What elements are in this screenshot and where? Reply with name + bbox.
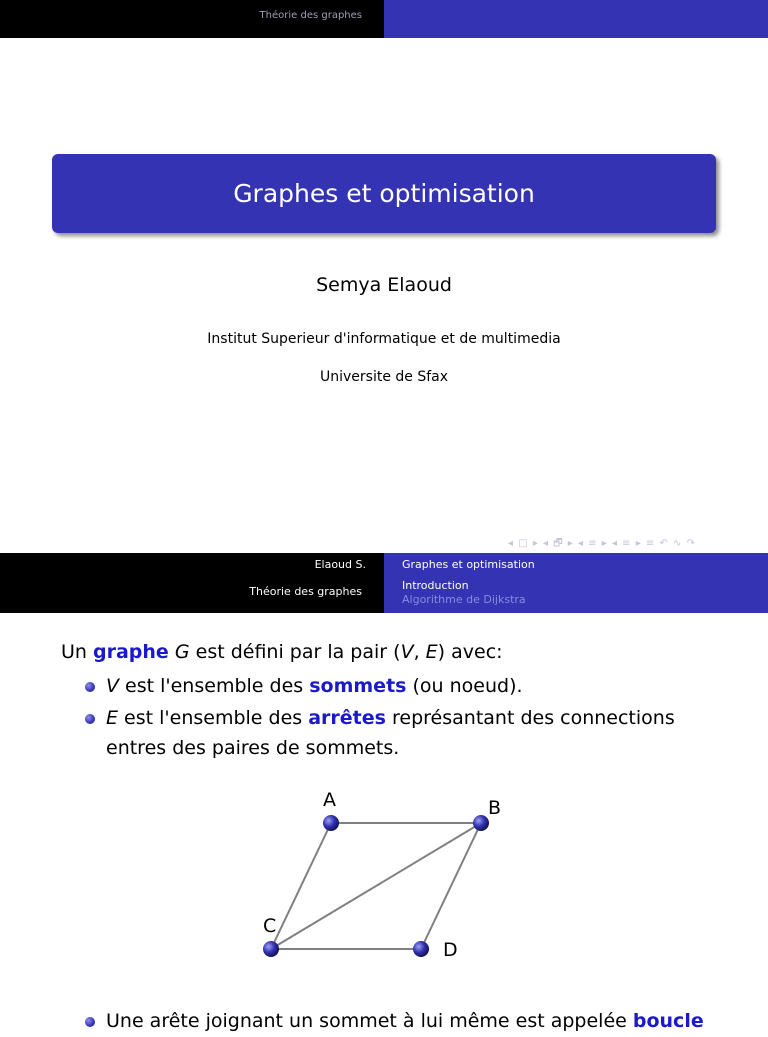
header-title: Graphes et optimisation [402,558,535,571]
title-box [52,154,716,233]
bullet-icon [85,682,95,692]
section-next[interactable]: Algorithme de Dijkstra [402,593,526,606]
header-author: Elaoud S. [314,558,366,571]
header-bar-right [384,0,768,38]
bullet-vertices: V est l'ensemble des sommets (ou noeud). [106,675,523,697]
vertex-label-a: A [323,789,336,811]
section-current[interactable]: Introduction [402,579,469,592]
keyword-sommets: sommets [309,675,407,697]
institute: Institut Superieur d'informatique et de multimedia [207,331,561,347]
author: Semya Elaoud [316,274,452,296]
vertex-b [473,815,489,831]
edge-b-c [271,823,481,949]
vertex-label-c: C [263,915,277,937]
vertex-d [413,941,429,957]
vertex-c [263,941,279,957]
slide-title: Graphes et optimisation [233,179,535,208]
bullet-edges: E est l'ensemble des arrêtes représantant des connections [106,707,675,729]
keyword-arretes: arrêtes [308,707,386,729]
header-topic: Théorie des graphes [259,10,362,21]
vertex-label-b: B [488,797,502,819]
keyword-graphe: graphe [93,641,169,663]
keyword-boucle: boucle [632,1010,704,1032]
navigation-symbols[interactable]: ◂ □ ▸ ◂ 🗗 ▸ ◂ ≡ ▸ ◂ ≡ ▸ ≡ ↶ ∿ ↷ [508,538,696,549]
header-topic-2: Théorie des graphes [249,585,362,598]
definition-line: Un graphe G est défini par la pair (V, E) avec: [61,641,503,663]
bullet-icon [85,714,95,724]
graph-diagram [250,780,520,970]
bullet-edges-cont: entres des paires de sommets. [106,737,400,759]
bullet-icon [85,1017,95,1027]
vertex-label-d: D [443,939,458,961]
university: Universite de Sfax [319,369,449,385]
bullet-loop: Une arête joignant un sommet à lui même est appelée boucle [106,1010,704,1032]
vertex-a [323,815,339,831]
